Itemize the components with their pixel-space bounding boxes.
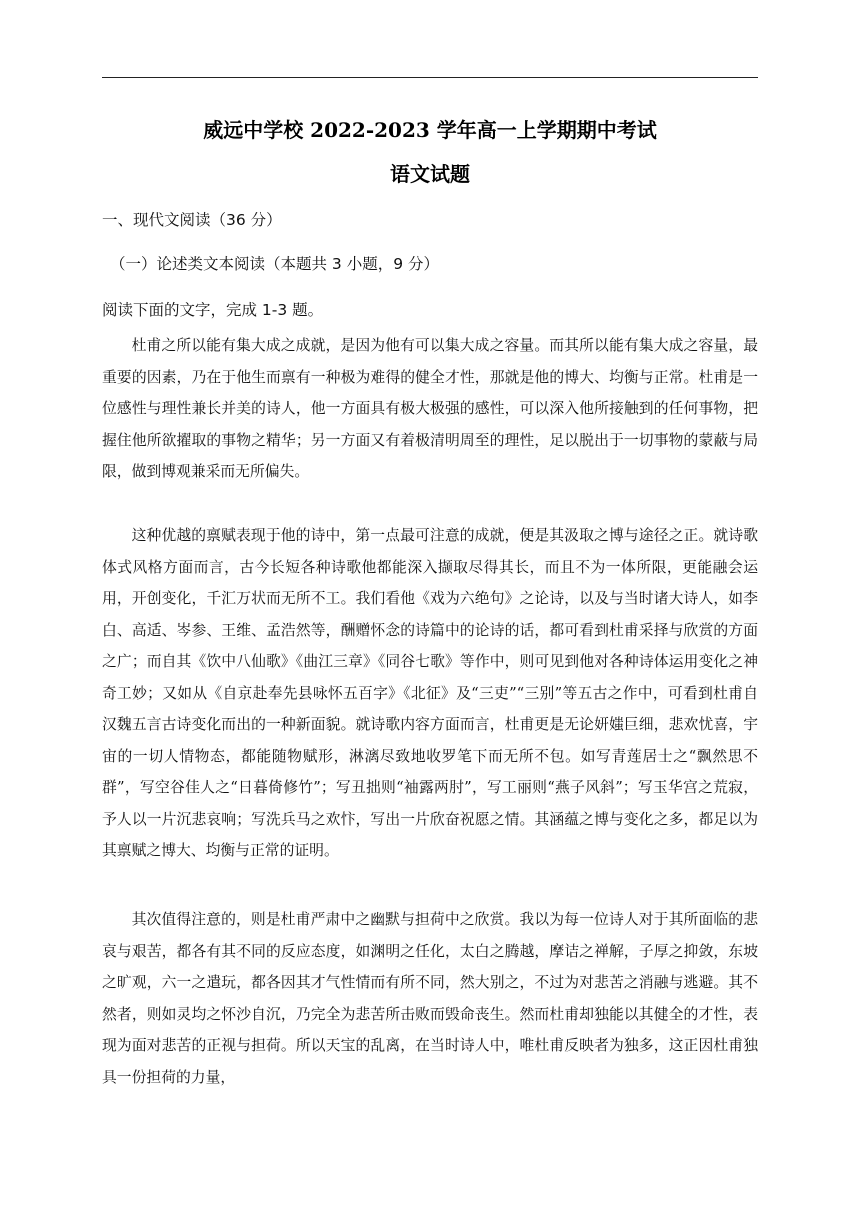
passage-paragraph-2	[102, 520, 758, 867]
passage-paragraph-3	[102, 904, 758, 1093]
exam-title: 威远中学校 2022-2023 学年高一上学期期中考试	[203, 118, 657, 142]
paragraph-text: 杜甫之所以能有集大成之成就，是因为他有可以集大成之容量。而其所以能有集大成之容量，最重要的因素，乃在于他生而禀有一种极为难得的健全才性，那就是他的博大、均衡与正常。杜甫是一位感性与理性兼长并美的诗人，他一方面具有极大极强的感性，可以深入他所接触到的任何事物，把握住他所欲擢取的事物之精华；另一方面又有着极清明周至的理性，足以脱出于一切事物的蒙蔽与局限，做到博观兼采而无所偏失。	[102, 337, 758, 480]
section-heading: 一、现代文阅读（36 分）	[102, 211, 282, 229]
reading-instruction: 阅读下面的文字，完成 1-3 题。	[102, 301, 324, 319]
passage-paragraph-1	[102, 330, 758, 488]
exam-subtitle: 语文试题	[390, 162, 470, 186]
paragraph-text: 其次值得注意的，则是杜甫严肃中之幽默与担荷中之欣赏。我以为每一位诗人对于其所面临的悲哀与艰苦，都各有其不同的反应态度，如渊明之任化，太白之腾越，摩诘之禅解，子厚之抑敛，东坡之旷观，六一之遣玩，都各因其才气性情而有所不同，然大别之，不过为对悲苦之消融与逃避。其不然者，则如灵均之怀沙自沉，乃完全为悲苦所击败而毁命丧生。然而杜甫却独能以其健全的才性，表现为面对悲苦的正视与担荷。所以天宝的乱离，在当时诗人中，唯杜甫反映者为独多，这正因杜甫独具一份担荷的力量，	[102, 911, 758, 1086]
paragraph-text: 这种优越的禀赋表现于他的诗中，第一点最可注意的成就，便是其汲取之博与途径之正。就诗歌体式风格方面而言，古今长短各种诗歌他都能深入撷取尽得其长，而且不为一体所限，更能融会运用，开创变化，千汇万状而无所不工。我们看他《戏为六绝句》之论诗，以及与当时诸大诗人，如李白、高适、岑参、王维、孟浩然等，酬赠怀念的诗篇中的论诗的话，都可看到杜甫采择与欣赏的方面之广；而自其《饮中八仙歌》《曲江三章》《同谷七歌》等作中，则可见到他对各种诗体运用变化之神奇工妙；又如从《自京赴奉先县咏怀五百字》《北征》及“三吏”“三别”等五古之作中，可看到杜甫自汉魏五言古诗变化而出的一种新面貌。就诗歌内容方面而言，杜甫更是无论妍媸巨细，悲欢忧喜，宇宙的一切人情物态，都能随物赋形，淋漓尽致地收罗笔下而无所不包。如写青莲居士之“飘然思不群”，写空谷佳人之“日暮倚修竹”；写丑拙则“袖露两肘”，写工丽则“燕子风斜”；写玉华宫之荒寂，予人以一片沉悲哀响；写洗兵马之欢忭，写出一片欣奋祝愿之情。其涵蕴之博与变化之多，都足以为其禀赋之博大、均衡与正常的证明。	[102, 527, 758, 859]
subsection-heading: （一）论述类文本阅读（本题共 3 小题，9 分）	[110, 255, 440, 273]
header-rule	[102, 77, 758, 78]
